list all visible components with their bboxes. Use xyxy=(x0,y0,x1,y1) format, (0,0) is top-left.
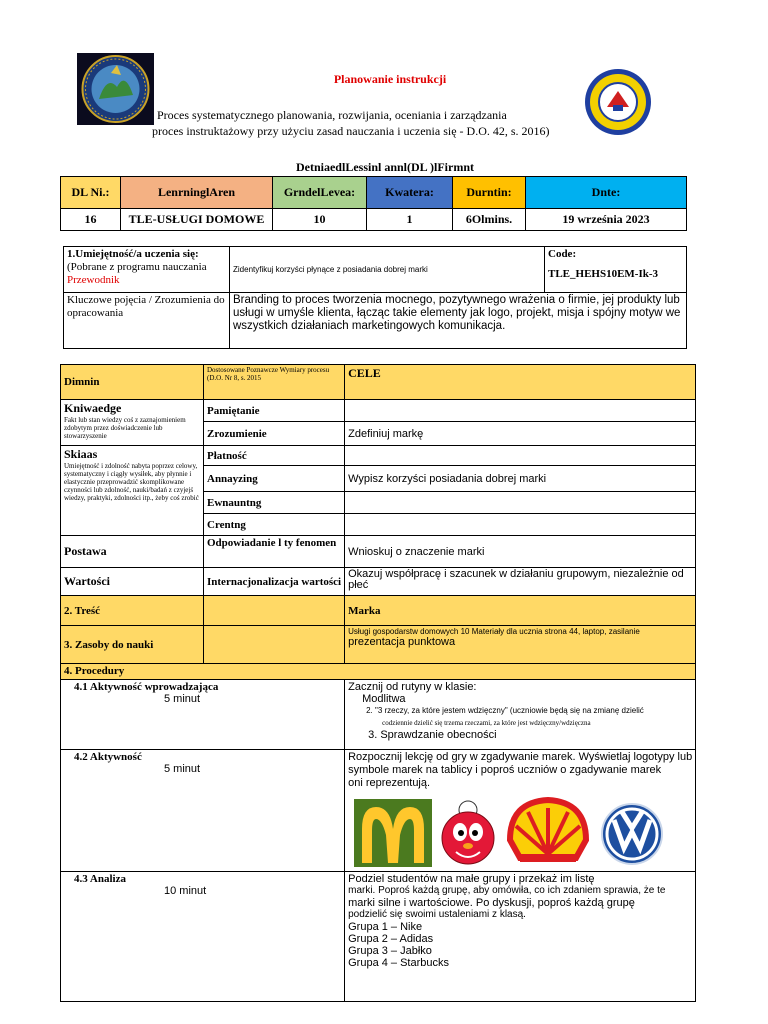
analysis-line4: podzielić się swoimi ustaleniami z klasą. xyxy=(348,909,526,920)
group-4: Grupa 4 – Starbucks xyxy=(348,957,449,969)
page-title: Planowanie instrukcji xyxy=(333,72,447,86)
header-date: Dnte: xyxy=(526,177,687,209)
deped-cebu-logo xyxy=(77,53,154,125)
header-duration: Durntin: xyxy=(453,177,526,209)
volkswagen-logo xyxy=(596,798,668,870)
analysis-title: 4.3 Analiza xyxy=(74,873,126,885)
analysis-time: 10 minut xyxy=(164,885,207,897)
resources-line2: prezentacja punktowa xyxy=(348,636,456,648)
process-analyzing: Annayzing xyxy=(204,466,345,492)
competency-label-title: 1.Umiejętność/a uczenia się: xyxy=(67,248,199,260)
knowledge-cell xyxy=(61,400,204,446)
intro-item-attendance: 3. Sprawdzanie obecności xyxy=(368,729,497,741)
competency-table xyxy=(63,246,687,349)
activity-cell xyxy=(61,750,345,872)
activity-line1: Rozpocznij lekcję od gry w zgadywanie marek. Wyświetlaj logotypy lub xyxy=(348,751,693,763)
analysis-cell xyxy=(61,872,345,1002)
daily-lesson-table xyxy=(60,176,687,231)
activity-line3: oni reprezentują. xyxy=(348,777,431,789)
value-duration: 6Olmins. xyxy=(453,209,526,231)
value-quarter: 1 xyxy=(367,209,453,231)
activity-title: 4.2 Aktywność xyxy=(74,751,142,763)
process-evaluating: Ewnauntng xyxy=(204,492,345,514)
attitude-goal: Wnioskuj o znaczenie marki xyxy=(345,536,696,568)
competency-label-source: (Pobrane z programu nauczania xyxy=(67,261,207,273)
goal-remembering xyxy=(345,400,696,422)
dimension-header: Dimnin xyxy=(61,365,204,400)
objectives-header: CELE xyxy=(345,365,696,400)
competency-code: TLE_HEHS10EM-Ik-3 xyxy=(548,268,659,280)
shell-logo xyxy=(506,796,590,868)
process-understanding: Zrozumienie xyxy=(204,422,345,446)
intro-activity-text xyxy=(345,680,696,750)
process-applying: Płatność xyxy=(204,446,345,466)
knowledge-desc: Fakt lub stan wiedzy coś z zaznajomieniem zdobytym przez doświadczenie lub stowarzyszenie xyxy=(64,416,186,440)
intro-item-gratitude-cont: codziennie dzielić się trzema rzeczami, za które jest wdzięczny/wdzięczna xyxy=(382,719,591,727)
content-label: 2. Treść xyxy=(61,596,204,626)
brand-logos xyxy=(348,796,692,870)
value-grade-level: 10 xyxy=(273,209,367,231)
process-remembering: Pamiętanie xyxy=(204,400,345,422)
header-description-line1: Proces systematycznego planowania, rozwijania, oceniania i zarządzania xyxy=(157,108,507,122)
key-concepts-label: Kluczowe pojęcia / Zrozumienia do opracowania xyxy=(64,293,230,349)
skills-cell xyxy=(61,446,204,536)
analysis-line3: marki silne i wartościowe. Po dyskusji, poproś każdą grupę xyxy=(348,897,635,909)
skills-desc: Umiejętność i zdolność nabyta poprzez celowy, systematyczny i ciągły wysiłek, aby płynnie i elastycznie przeprowadzić skomplikowane czynności lub zdolność, nauki/badań z czyjejś wiedzy, praktyki, zdolności itp., żeby coś zrobić xyxy=(64,462,199,502)
value-dl-no: 16 xyxy=(61,209,121,231)
attitude-process: Odpowiadanie l ty fenomen xyxy=(204,536,345,568)
code-label: Code: xyxy=(548,248,577,260)
group-2: Grupa 2 – Adidas xyxy=(348,933,434,945)
values-goal: Okazuj współpracę i szacunek w działaniu grupowym, niezależnie od płeć xyxy=(345,568,696,596)
cognitive-process-header: Dostosowane Poznawcze Wymiary procesu (D.O. Nr 8, s. 2015 xyxy=(204,365,345,400)
goal-analyzing: Wypisz korzyści posiadania dobrej marki xyxy=(345,466,696,492)
value-date: 19 września 2023 xyxy=(526,209,687,231)
goal-applying xyxy=(345,446,696,466)
resources-label: 3. Zasoby do nauki xyxy=(61,626,204,664)
goal-evaluating xyxy=(345,492,696,514)
intro-item-gratitude: 2. "3 rzeczy, za które jestem wdzięczny" (uczniowie będą się na zmianę dzielić xyxy=(366,706,644,715)
header-grade-level: GrndelLevea: xyxy=(273,177,367,209)
intro-activity-cell xyxy=(61,680,345,750)
resources-text xyxy=(345,626,696,664)
competency-label xyxy=(64,247,230,293)
knowledge-title: Kniwaedge xyxy=(64,401,122,415)
procedures-label: 4. Procedury xyxy=(61,664,696,680)
jollibee-logo xyxy=(432,796,504,868)
analysis-line2: marki. Poproś każdą grupę, aby omówiła, co ich zdaniem sprawia, że te xyxy=(348,885,666,896)
intro-lead: Zacznij od rutyny w klasie: xyxy=(348,681,477,693)
activity-line2: symbole marek na tablicy i poproś uczniów o zgadywanie marek xyxy=(348,764,662,776)
values-process: Internacjonalizacja wartości xyxy=(204,568,345,596)
values-label: Wartości xyxy=(61,568,204,596)
competency-text: Zidentyfikuj korzyści płynące z posiadania dobrej marki xyxy=(230,247,545,293)
intro-activity-title: 4.1 Aktywność wprowadzająca xyxy=(74,681,219,693)
analysis-line1: Podziel studentów na małe grupy i przekaż im listę xyxy=(348,873,595,885)
intro-activity-time: 5 minut xyxy=(164,693,201,705)
content-value: Marka xyxy=(345,596,696,626)
objectives-table xyxy=(60,364,696,1002)
key-concepts-text: Branding to proces tworzenia mocnego, pozytywnego wrażenia o firmie, jej produkty lub usługi w umyśle klienta, łącząc takie elementy jak logo, projekt, misja i spójny motyw we wszystkich działaniach marketingowych komunikacja. xyxy=(230,293,687,349)
attitude-label: Postawa xyxy=(61,536,204,568)
activity-time: 5 minut xyxy=(164,763,201,775)
daily-lesson-title: DetniaedlLessinl annl(DL )lFirmnt xyxy=(295,160,474,174)
header-learning-area: LenrninglAren xyxy=(121,177,273,209)
resources-line1: Usługi gospodarstw domowych 10 Materiały dla ucznia strona 44, laptop, zasilanie xyxy=(348,627,640,636)
group-1: Grupa 1 – Nike xyxy=(348,921,423,933)
header-dl-no: DL Ni.: xyxy=(61,177,121,209)
skills-title: Skiaas xyxy=(64,447,98,461)
goal-creating xyxy=(345,514,696,536)
school-seal-logo xyxy=(583,67,653,137)
goal-understanding: Zdefiniuj markę xyxy=(345,422,696,446)
content-spacer xyxy=(204,596,345,626)
process-creating: Crentng xyxy=(204,514,345,536)
competency-label-guide: Przewodnik xyxy=(67,274,120,286)
group-3: Grupa 3 – Jabłko xyxy=(348,945,432,957)
value-learning-area: TLE-USŁUGI DOMOWE xyxy=(121,209,273,231)
header-quarter: Kwatera: xyxy=(367,177,453,209)
activity-text xyxy=(345,750,696,872)
mcdonalds-logo xyxy=(354,799,432,867)
competency-code-cell xyxy=(545,247,687,293)
intro-item-prayer: Modlitwa xyxy=(362,693,406,705)
analysis-text xyxy=(345,872,696,1002)
header-description-line2: proces instruktażowy przy użyciu zasad nauczania i uczenia się - D.O. 42, s. 2016) xyxy=(152,124,550,138)
resources-spacer xyxy=(204,626,345,664)
